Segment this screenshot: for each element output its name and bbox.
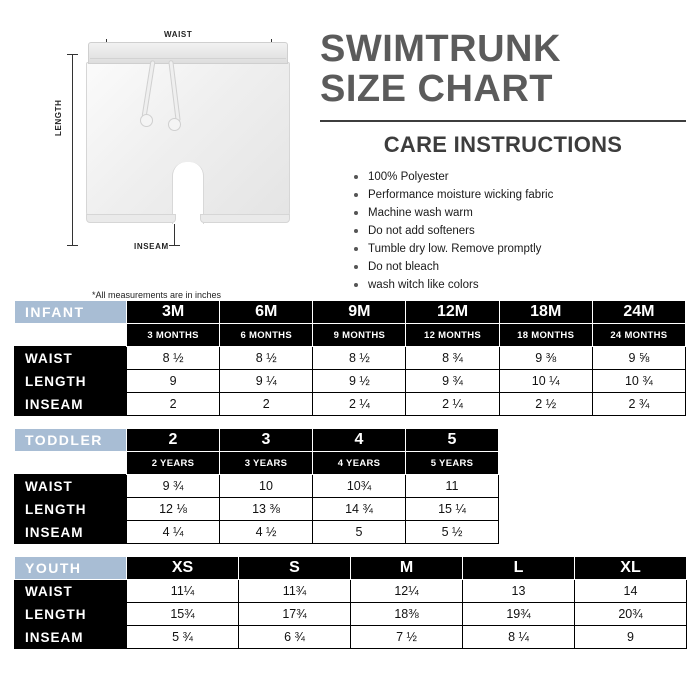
measure-cell: 17¾ bbox=[239, 603, 351, 626]
measure-cell: 9 ¾ bbox=[127, 475, 220, 498]
measure-cell: 2 bbox=[220, 393, 313, 416]
size-sublabel: 3 MONTHS bbox=[127, 324, 220, 347]
size-header: 9M bbox=[313, 301, 406, 324]
size-sublabel: 24 MONTHS bbox=[592, 324, 685, 347]
care-item: Performance moisture wicking fabric bbox=[354, 186, 686, 204]
table-row bbox=[15, 557, 687, 580]
spacer-cell bbox=[499, 475, 686, 498]
care-item: Do not add softeners bbox=[354, 222, 686, 240]
size-header: 6M bbox=[220, 301, 313, 324]
table-row bbox=[15, 393, 686, 416]
table-row bbox=[15, 301, 686, 324]
spacer-cell bbox=[499, 498, 686, 521]
care-item: Tumble dry low. Remove promptly bbox=[354, 240, 686, 258]
size-header: XS bbox=[127, 557, 239, 580]
top-section bbox=[0, 0, 700, 300]
table-row bbox=[15, 324, 686, 347]
table-row bbox=[15, 603, 687, 626]
category-label-infant: INFANT bbox=[15, 301, 127, 324]
trunk-hem-right bbox=[200, 214, 290, 223]
size-header: M bbox=[351, 557, 463, 580]
measure-cell: 7 ½ bbox=[351, 626, 463, 649]
size-header: 5 bbox=[406, 429, 499, 452]
waist-measure-label: WAIST bbox=[164, 30, 193, 39]
length-measure-line bbox=[72, 54, 73, 246]
spacer-cell bbox=[15, 452, 127, 475]
toddler-size-table bbox=[14, 428, 686, 544]
measure-cell: 8 ¼ bbox=[463, 626, 575, 649]
measure-cell: 12 ⅛ bbox=[127, 498, 220, 521]
measure-cell: 6 ¾ bbox=[239, 626, 351, 649]
measure-cell: 9 ¼ bbox=[220, 370, 313, 393]
row-label-inseam: INSEAM bbox=[15, 393, 127, 416]
table-row bbox=[15, 475, 686, 498]
measurements-footnote: *All measurements are in inches bbox=[92, 290, 222, 300]
table-row bbox=[15, 347, 686, 370]
page-title-line1: SWIMTRUNK bbox=[320, 28, 561, 70]
size-header: L bbox=[463, 557, 575, 580]
row-label-waist: WAIST bbox=[15, 347, 127, 370]
measure-cell: 14 bbox=[575, 580, 687, 603]
swimtrunk-diagram bbox=[14, 14, 314, 300]
table-row bbox=[15, 626, 687, 649]
measure-cell: 10 bbox=[220, 475, 313, 498]
size-sublabel: 18 MONTHS bbox=[499, 324, 592, 347]
measure-cell: 5 bbox=[313, 521, 406, 544]
table-row bbox=[15, 580, 687, 603]
size-header: 18M bbox=[499, 301, 592, 324]
measure-cell: 4 ¼ bbox=[127, 521, 220, 544]
size-header: 12M bbox=[406, 301, 499, 324]
spacer-cell bbox=[499, 452, 686, 475]
page-title-line2: SIZE CHART bbox=[320, 67, 553, 110]
category-label-toddler: TODDLER bbox=[15, 429, 127, 452]
measure-cell: 9 ¾ bbox=[406, 370, 499, 393]
size-sublabel: 3 YEARS bbox=[220, 452, 313, 475]
row-label-waist: WAIST bbox=[15, 475, 127, 498]
table-row bbox=[15, 498, 686, 521]
measure-cell: 10 ¾ bbox=[592, 370, 685, 393]
measure-cell: 11 bbox=[406, 475, 499, 498]
measure-cell: 9 ½ bbox=[313, 370, 406, 393]
measure-cell: 9 bbox=[575, 626, 687, 649]
measure-cell: 10 ¼ bbox=[499, 370, 592, 393]
measure-cell: 2 bbox=[127, 393, 220, 416]
measure-cell: 10¾ bbox=[313, 475, 406, 498]
measure-cell: 13 ⅜ bbox=[220, 498, 313, 521]
measure-cell: 13 bbox=[463, 580, 575, 603]
measure-cell: 5 ¾ bbox=[127, 626, 239, 649]
length-measure-label: LENGTH bbox=[54, 99, 63, 136]
table-row bbox=[15, 429, 686, 452]
care-item: 100% Polyester bbox=[354, 168, 686, 186]
size-sublabel: 9 MONTHS bbox=[313, 324, 406, 347]
table-row bbox=[15, 521, 686, 544]
size-header: 4 bbox=[313, 429, 406, 452]
table-row bbox=[15, 370, 686, 393]
size-header: 2 bbox=[127, 429, 220, 452]
table-row bbox=[15, 452, 686, 475]
youth-size-table bbox=[14, 556, 687, 649]
size-sublabel: 6 MONTHS bbox=[220, 324, 313, 347]
measure-cell: 9 bbox=[127, 370, 220, 393]
row-label-length: LENGTH bbox=[15, 603, 127, 626]
measure-cell: 9 ⅝ bbox=[592, 347, 685, 370]
measure-cell: 15¾ bbox=[127, 603, 239, 626]
measure-cell: 4 ½ bbox=[220, 521, 313, 544]
measure-cell: 2 ¼ bbox=[313, 393, 406, 416]
infant-size-table bbox=[14, 300, 686, 416]
care-item: Do not bleach bbox=[354, 258, 686, 276]
measure-cell: 5 ½ bbox=[406, 521, 499, 544]
size-header: S bbox=[239, 557, 351, 580]
measure-cell: 15 ¼ bbox=[406, 498, 499, 521]
header-block bbox=[314, 14, 686, 300]
spacer-cell bbox=[499, 521, 686, 544]
size-sublabel: 4 YEARS bbox=[313, 452, 406, 475]
size-sublabel: 5 YEARS bbox=[406, 452, 499, 475]
row-label-inseam: INSEAM bbox=[15, 521, 127, 544]
measure-cell: 8 ½ bbox=[127, 347, 220, 370]
measure-cell: 8 ¾ bbox=[406, 347, 499, 370]
row-label-length: LENGTH bbox=[15, 498, 127, 521]
spacer-cell bbox=[15, 324, 127, 347]
size-sublabel: 12 MONTHS bbox=[406, 324, 499, 347]
measure-cell: 19¾ bbox=[463, 603, 575, 626]
inseam-measure-label: INSEAM bbox=[134, 242, 169, 251]
care-instructions-list bbox=[354, 168, 686, 294]
category-label-youth: YOUTH bbox=[15, 557, 127, 580]
page-title bbox=[320, 30, 686, 110]
trunk-waist-stitch bbox=[90, 58, 286, 59]
measure-cell: 12¼ bbox=[351, 580, 463, 603]
measure-cell: 9 ⅜ bbox=[499, 347, 592, 370]
size-header: 24M bbox=[592, 301, 685, 324]
size-header: 3M bbox=[127, 301, 220, 324]
measure-cell: 8 ½ bbox=[220, 347, 313, 370]
row-label-inseam: INSEAM bbox=[15, 626, 127, 649]
row-label-waist: WAIST bbox=[15, 580, 127, 603]
measure-cell: 20¾ bbox=[575, 603, 687, 626]
measure-cell: 2 ¼ bbox=[406, 393, 499, 416]
measure-cell: 2 ½ bbox=[499, 393, 592, 416]
measure-cell: 18⅜ bbox=[351, 603, 463, 626]
measure-cell: 11¼ bbox=[127, 580, 239, 603]
care-item: Machine wash warm bbox=[354, 204, 686, 222]
measure-cell: 2 ¾ bbox=[592, 393, 685, 416]
size-sublabel: 2 YEARS bbox=[127, 452, 220, 475]
trunk-waistband bbox=[88, 42, 288, 64]
spacer-cell bbox=[499, 429, 686, 452]
row-label-length: LENGTH bbox=[15, 370, 127, 393]
care-instructions-title: CARE INSTRUCTIONS bbox=[383, 131, 623, 157]
size-header: XL bbox=[575, 557, 687, 580]
measure-cell: 14 ¾ bbox=[313, 498, 406, 521]
title-divider bbox=[320, 120, 686, 122]
care-item: wash witch like colors bbox=[354, 276, 686, 294]
size-tables bbox=[0, 300, 700, 649]
trunk-hem-left bbox=[86, 214, 176, 223]
size-header: 3 bbox=[220, 429, 313, 452]
measure-cell: 8 ½ bbox=[313, 347, 406, 370]
swimtrunk-illustration bbox=[76, 42, 301, 252]
measure-cell: 11¾ bbox=[239, 580, 351, 603]
